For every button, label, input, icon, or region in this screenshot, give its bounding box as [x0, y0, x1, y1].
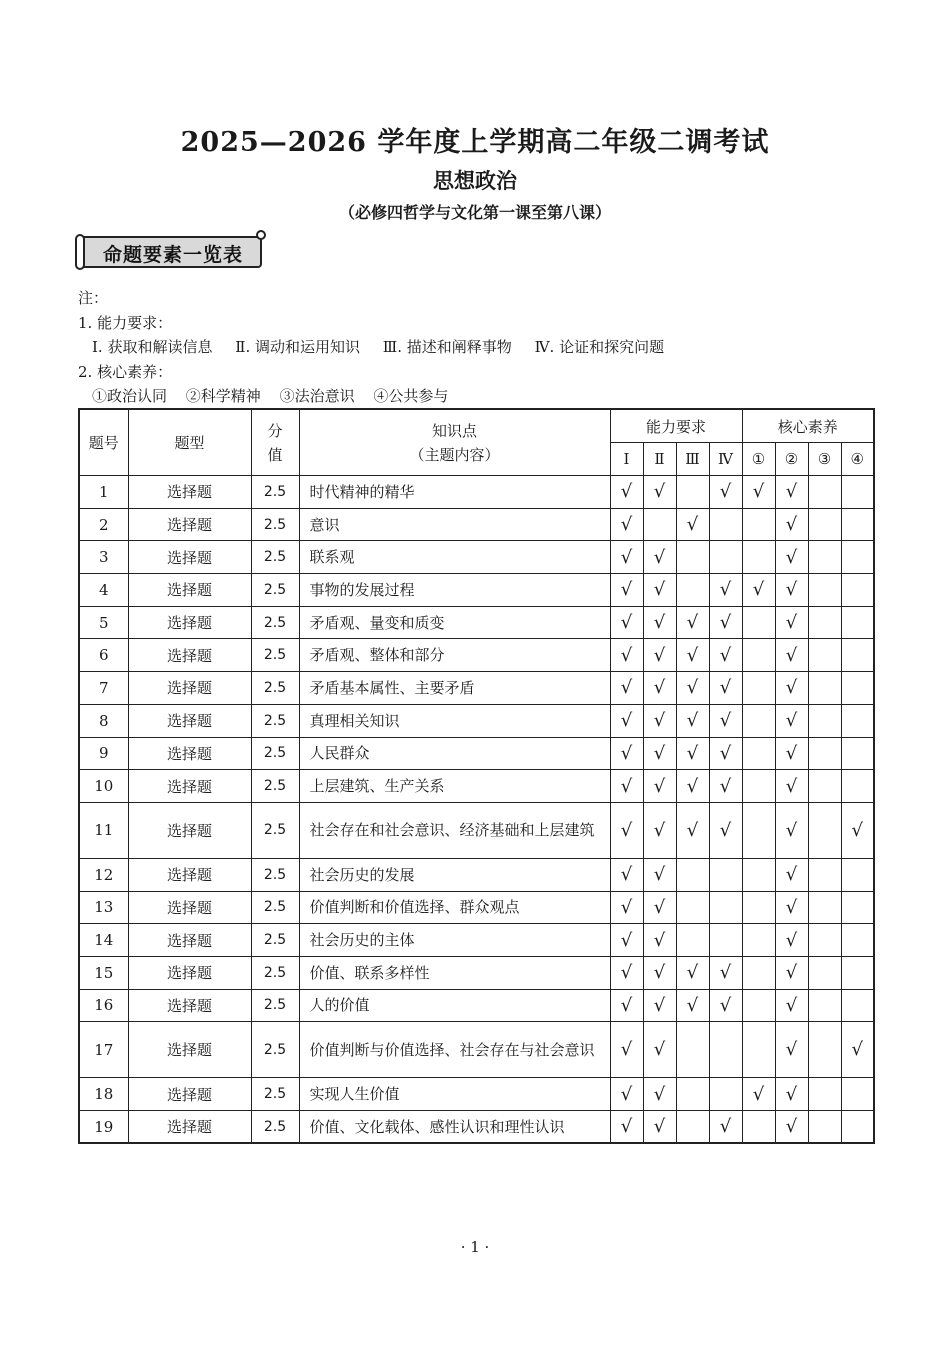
cell-literacy-2: √ [775, 802, 808, 858]
cell-type: 选择题 [128, 476, 251, 509]
header-ability-2: Ⅱ [643, 443, 676, 476]
cell-ability-4 [709, 1022, 742, 1078]
header-number: 题号 [79, 409, 128, 476]
literacy-item: ②科学精神 [185, 387, 261, 405]
cell-ability-1: √ [610, 1111, 643, 1144]
cell-type: 选择题 [128, 924, 251, 957]
cell-number: 17 [79, 1022, 128, 1078]
scope-subtitle: （必修四哲学与文化第一课至第八课） [338, 203, 611, 222]
cell-literacy-2: √ [775, 508, 808, 541]
cell-ability-3 [676, 924, 709, 957]
table-body [79, 476, 874, 1144]
table-row [79, 802, 874, 858]
cell-ability-4: √ [709, 989, 742, 1022]
table-row [79, 541, 874, 574]
cell-literacy-3 [808, 858, 841, 891]
cell-topic: 事物的发展过程 [299, 574, 610, 607]
cell-ability-4: √ [709, 802, 742, 858]
cell-literacy-3 [808, 956, 841, 989]
table-row [79, 704, 874, 737]
cell-ability-4 [709, 541, 742, 574]
cell-ability-1: √ [610, 770, 643, 803]
cell-topic: 联系观 [299, 541, 610, 574]
ability-list [78, 335, 682, 360]
cell-ability-3 [676, 891, 709, 924]
cell-number: 11 [79, 802, 128, 858]
cell-topic: 人民群众 [299, 737, 610, 770]
table-row [79, 574, 874, 607]
cell-score: 2.5 [251, 1111, 299, 1144]
cell-literacy-4 [841, 989, 874, 1022]
cell-ability-3 [676, 1022, 709, 1078]
cell-type: 选择题 [128, 1111, 251, 1144]
cell-literacy-3 [808, 891, 841, 924]
cell-literacy-2: √ [775, 989, 808, 1022]
header-knowledge [299, 409, 610, 476]
cell-number: 6 [79, 639, 128, 672]
table-row [79, 606, 874, 639]
cell-ability-4: √ [709, 476, 742, 509]
cell-ability-4: √ [709, 606, 742, 639]
cell-ability-2: √ [643, 956, 676, 989]
table-row [79, 989, 874, 1022]
cell-literacy-2: √ [775, 606, 808, 639]
cell-number: 4 [79, 574, 128, 607]
cell-ability-2: √ [643, 1022, 676, 1078]
cell-literacy-2: √ [775, 1078, 808, 1111]
cell-score: 2.5 [251, 802, 299, 858]
cell-ability-2: √ [643, 989, 676, 1022]
cell-number: 8 [79, 704, 128, 737]
cell-ability-3 [676, 541, 709, 574]
cell-ability-4: √ [709, 956, 742, 989]
header-ability-1: Ⅰ [610, 443, 643, 476]
cell-type: 选择题 [128, 606, 251, 639]
cell-topic: 矛盾观、整体和部分 [299, 639, 610, 672]
cell-number: 1 [79, 476, 128, 509]
cell-number: 13 [79, 891, 128, 924]
cell-literacy-1: √ [742, 574, 775, 607]
table-row [79, 672, 874, 705]
cell-literacy-1 [742, 858, 775, 891]
cell-ability-1: √ [610, 704, 643, 737]
cell-type: 选择题 [128, 989, 251, 1022]
cell-literacy-3 [808, 924, 841, 957]
cell-ability-2: √ [643, 802, 676, 858]
cell-literacy-2: √ [775, 956, 808, 989]
cell-score: 2.5 [251, 770, 299, 803]
table-row [79, 639, 874, 672]
cell-ability-4 [709, 508, 742, 541]
cell-ability-3 [676, 574, 709, 607]
table-row [79, 1078, 874, 1111]
cell-ability-2: √ [643, 541, 676, 574]
cell-ability-4: √ [709, 770, 742, 803]
cell-literacy-1 [742, 1111, 775, 1144]
table-row [79, 956, 874, 989]
cell-type: 选择题 [128, 639, 251, 672]
cell-literacy-4 [841, 508, 874, 541]
cell-ability-3 [676, 476, 709, 509]
cell-topic: 价值判断和价值选择、群众观点 [299, 891, 610, 924]
header-literacy: 核心素养 [742, 409, 874, 443]
cell-literacy-2: √ [775, 476, 808, 509]
cell-ability-4 [709, 1078, 742, 1111]
table-row [79, 508, 874, 541]
cell-literacy-1 [742, 672, 775, 705]
cell-score: 2.5 [251, 672, 299, 705]
page-number: · 1 · [460, 1238, 490, 1256]
cell-ability-4: √ [709, 737, 742, 770]
cell-literacy-1 [742, 704, 775, 737]
cell-topic: 意识 [299, 508, 610, 541]
cell-ability-4 [709, 924, 742, 957]
cell-score: 2.5 [251, 956, 299, 989]
cell-type: 选择题 [128, 802, 251, 858]
cell-ability-2: √ [643, 737, 676, 770]
ability-item: Ⅳ. 论证和探究问题 [534, 338, 665, 356]
cell-score: 2.5 [251, 476, 299, 509]
cell-literacy-2: √ [775, 574, 808, 607]
cell-score: 2.5 [251, 606, 299, 639]
cell-ability-4: √ [709, 1111, 742, 1144]
cell-ability-4 [709, 858, 742, 891]
cell-number: 2 [79, 508, 128, 541]
cell-ability-1: √ [610, 989, 643, 1022]
exam-title: 2025—2026 学年度上学期高二年级二调考试 [180, 127, 770, 158]
cell-score: 2.5 [251, 508, 299, 541]
cell-ability-1: √ [610, 639, 643, 672]
cell-ability-2: √ [643, 1111, 676, 1144]
cell-literacy-4 [841, 737, 874, 770]
cell-score: 2.5 [251, 891, 299, 924]
banner-curl-left [75, 234, 85, 270]
header-knowledge-text: 知识点 [431, 421, 477, 440]
cell-score: 2.5 [251, 639, 299, 672]
cell-topic: 真理相关知识 [299, 704, 610, 737]
cell-literacy-3 [808, 541, 841, 574]
cell-literacy-1 [742, 924, 775, 957]
cell-topic: 社会历史的发展 [299, 858, 610, 891]
cell-literacy-4 [841, 858, 874, 891]
cell-ability-2: √ [643, 891, 676, 924]
cell-literacy-4 [841, 704, 874, 737]
banner-curl-right [256, 230, 266, 240]
cell-topic: 时代精神的精华 [299, 476, 610, 509]
cell-literacy-1: √ [742, 476, 775, 509]
cell-number: 10 [79, 770, 128, 803]
table-row [79, 924, 874, 957]
cell-literacy-4 [841, 476, 874, 509]
subject-title: 思想政治 [433, 169, 517, 193]
cell-topic: 社会历史的主体 [299, 924, 610, 957]
cell-type: 选择题 [128, 770, 251, 803]
cell-literacy-1 [742, 606, 775, 639]
note-label: 注： [78, 289, 109, 307]
literacy-item: ③法治意识 [279, 387, 355, 405]
cell-ability-2: √ [643, 476, 676, 509]
cell-ability-3: √ [676, 606, 709, 639]
table-row [79, 770, 874, 803]
cell-score: 2.5 [251, 858, 299, 891]
banner-label: 命题要素一览表 [102, 244, 243, 266]
section-banner [78, 232, 266, 272]
cell-ability-1: √ [610, 956, 643, 989]
cell-ability-2: √ [643, 858, 676, 891]
cell-literacy-1: √ [742, 1078, 775, 1111]
cell-ability-3 [676, 858, 709, 891]
cell-literacy-4 [841, 541, 874, 574]
literacy-item: ④公共参与 [373, 387, 449, 405]
cell-number: 12 [79, 858, 128, 891]
literacy-item: ①政治认同 [92, 387, 168, 405]
cell-number: 18 [79, 1078, 128, 1111]
cell-ability-2 [643, 508, 676, 541]
cell-literacy-4 [841, 1111, 874, 1144]
cell-ability-2: √ [643, 704, 676, 737]
cell-ability-3 [676, 1111, 709, 1144]
cell-literacy-1 [742, 639, 775, 672]
cell-ability-3: √ [676, 508, 709, 541]
cell-ability-1: √ [610, 606, 643, 639]
cell-number: 19 [79, 1111, 128, 1144]
cell-literacy-1 [742, 737, 775, 770]
cell-literacy-2: √ [775, 924, 808, 957]
cell-type: 选择题 [128, 508, 251, 541]
cell-literacy-3 [808, 574, 841, 607]
cell-ability-1: √ [610, 924, 643, 957]
cell-topic: 价值、联系多样性 [299, 956, 610, 989]
cell-type: 选择题 [128, 1078, 251, 1111]
cell-literacy-4: √ [841, 1022, 874, 1078]
cell-ability-2: √ [643, 770, 676, 803]
cell-ability-1: √ [610, 1078, 643, 1111]
cell-literacy-4 [841, 574, 874, 607]
exam-elements-table [78, 408, 875, 1144]
cell-type: 选择题 [128, 1022, 251, 1078]
cell-literacy-3 [808, 989, 841, 1022]
cell-topic: 价值判断与价值选择、社会存在与社会意识 [299, 1022, 610, 1078]
cell-literacy-4 [841, 924, 874, 957]
cell-literacy-3 [808, 704, 841, 737]
cell-topic: 上层建筑、生产关系 [299, 770, 610, 803]
table-row [79, 891, 874, 924]
cell-literacy-2: √ [775, 1111, 808, 1144]
cell-type: 选择题 [128, 574, 251, 607]
cell-literacy-2: √ [775, 737, 808, 770]
cell-score: 2.5 [251, 574, 299, 607]
cell-score: 2.5 [251, 737, 299, 770]
cell-number: 15 [79, 956, 128, 989]
cell-type: 选择题 [128, 858, 251, 891]
cell-type: 选择题 [128, 704, 251, 737]
header-knowledge-sub: （主题内容） [409, 445, 500, 464]
cell-ability-1: √ [610, 672, 643, 705]
ability-item: Ⅰ. 获取和解读信息 [92, 338, 213, 356]
cell-literacy-1 [742, 1022, 775, 1078]
cell-ability-2: √ [643, 639, 676, 672]
cell-ability-3: √ [676, 989, 709, 1022]
header-literacy-1: ① [742, 443, 775, 476]
cell-literacy-4 [841, 606, 874, 639]
cell-literacy-3 [808, 1078, 841, 1111]
header-ability: 能力要求 [610, 409, 742, 443]
cell-literacy-3 [808, 1111, 841, 1144]
cell-ability-3: √ [676, 802, 709, 858]
header-ability-3: Ⅲ [676, 443, 709, 476]
cell-literacy-3 [808, 639, 841, 672]
cell-topic: 矛盾基本属性、主要矛盾 [299, 672, 610, 705]
literacy-list [78, 384, 682, 409]
cell-literacy-1 [742, 891, 775, 924]
cell-literacy-4 [841, 956, 874, 989]
cell-literacy-2: √ [775, 1022, 808, 1078]
cell-ability-1: √ [610, 802, 643, 858]
cell-type: 选择题 [128, 956, 251, 989]
cell-score: 2.5 [251, 1078, 299, 1111]
table-row [79, 1111, 874, 1144]
cell-literacy-1 [742, 956, 775, 989]
cell-ability-3: √ [676, 737, 709, 770]
cell-literacy-1 [742, 770, 775, 803]
cell-literacy-3 [808, 737, 841, 770]
cell-ability-2: √ [643, 1078, 676, 1111]
cell-number: 14 [79, 924, 128, 957]
cell-number: 3 [79, 541, 128, 574]
cell-score: 2.5 [251, 989, 299, 1022]
cell-topic: 人的价值 [299, 989, 610, 1022]
cell-score: 2.5 [251, 704, 299, 737]
notes-section [78, 286, 682, 409]
table-row [79, 1022, 874, 1078]
header-literacy-2: ② [775, 443, 808, 476]
cell-ability-3: √ [676, 956, 709, 989]
cell-ability-3: √ [676, 672, 709, 705]
literacy-label: 2. 核心素养： [78, 362, 173, 381]
cell-literacy-4 [841, 1078, 874, 1111]
cell-ability-1: √ [610, 737, 643, 770]
cell-literacy-3 [808, 606, 841, 639]
cell-ability-4 [709, 891, 742, 924]
header-ability-4: Ⅳ [709, 443, 742, 476]
cell-topic: 价值、文化载体、感性认识和理性认识 [299, 1111, 610, 1144]
cell-ability-1: √ [610, 508, 643, 541]
cell-number: 7 [79, 672, 128, 705]
cell-literacy-3 [808, 770, 841, 803]
table-row [79, 737, 874, 770]
cell-topic: 社会存在和社会意识、经济基础和上层建筑 [299, 802, 610, 858]
cell-ability-3: √ [676, 770, 709, 803]
cell-type: 选择题 [128, 737, 251, 770]
cell-ability-3: √ [676, 704, 709, 737]
cell-score: 2.5 [251, 541, 299, 574]
cell-topic: 实现人生价值 [299, 1078, 610, 1111]
cell-literacy-3 [808, 802, 841, 858]
cell-ability-1: √ [610, 574, 643, 607]
cell-literacy-4 [841, 891, 874, 924]
cell-ability-2: √ [643, 606, 676, 639]
cell-literacy-4: √ [841, 802, 874, 858]
cell-ability-4: √ [709, 704, 742, 737]
header-score-text: 分值 [267, 421, 283, 464]
cell-ability-3 [676, 1078, 709, 1111]
cell-literacy-2: √ [775, 541, 808, 574]
cell-ability-1: √ [610, 891, 643, 924]
cell-ability-1: √ [610, 541, 643, 574]
ability-item: Ⅲ. 描述和阐释事物 [382, 338, 512, 356]
cell-ability-3: √ [676, 639, 709, 672]
cell-literacy-3 [808, 476, 841, 509]
cell-ability-4: √ [709, 574, 742, 607]
cell-number: 5 [79, 606, 128, 639]
cell-literacy-4 [841, 639, 874, 672]
cell-literacy-3 [808, 508, 841, 541]
cell-literacy-1 [742, 541, 775, 574]
cell-ability-2: √ [643, 924, 676, 957]
cell-type: 选择题 [128, 672, 251, 705]
cell-literacy-2: √ [775, 672, 808, 705]
cell-ability-2: √ [643, 672, 676, 705]
cell-ability-1: √ [610, 476, 643, 509]
cell-ability-4: √ [709, 672, 742, 705]
cell-literacy-2: √ [775, 891, 808, 924]
cell-score: 2.5 [251, 1022, 299, 1078]
header-literacy-4: ④ [841, 443, 874, 476]
cell-ability-2: √ [643, 574, 676, 607]
header-type: 题型 [128, 409, 251, 476]
ability-label: 1. 能力要求： [78, 313, 173, 332]
cell-literacy-1 [742, 989, 775, 1022]
header-score [251, 409, 299, 476]
ability-item: Ⅱ. 调动和运用知识 [235, 338, 360, 356]
cell-number: 16 [79, 989, 128, 1022]
cell-score: 2.5 [251, 924, 299, 957]
cell-literacy-3 [808, 1022, 841, 1078]
cell-literacy-4 [841, 672, 874, 705]
cell-literacy-2: √ [775, 858, 808, 891]
cell-ability-1: √ [610, 1022, 643, 1078]
cell-literacy-2: √ [775, 704, 808, 737]
cell-type: 选择题 [128, 541, 251, 574]
cell-ability-1: √ [610, 858, 643, 891]
cell-literacy-1 [742, 802, 775, 858]
header-literacy-3: ③ [808, 443, 841, 476]
cell-number: 9 [79, 737, 128, 770]
cell-literacy-2: √ [775, 639, 808, 672]
table-row [79, 476, 874, 509]
table-row [79, 858, 874, 891]
cell-literacy-1 [742, 508, 775, 541]
cell-topic: 矛盾观、量变和质变 [299, 606, 610, 639]
cell-literacy-3 [808, 672, 841, 705]
cell-ability-4: √ [709, 639, 742, 672]
cell-type: 选择题 [128, 891, 251, 924]
cell-literacy-2: √ [775, 770, 808, 803]
cell-literacy-4 [841, 770, 874, 803]
